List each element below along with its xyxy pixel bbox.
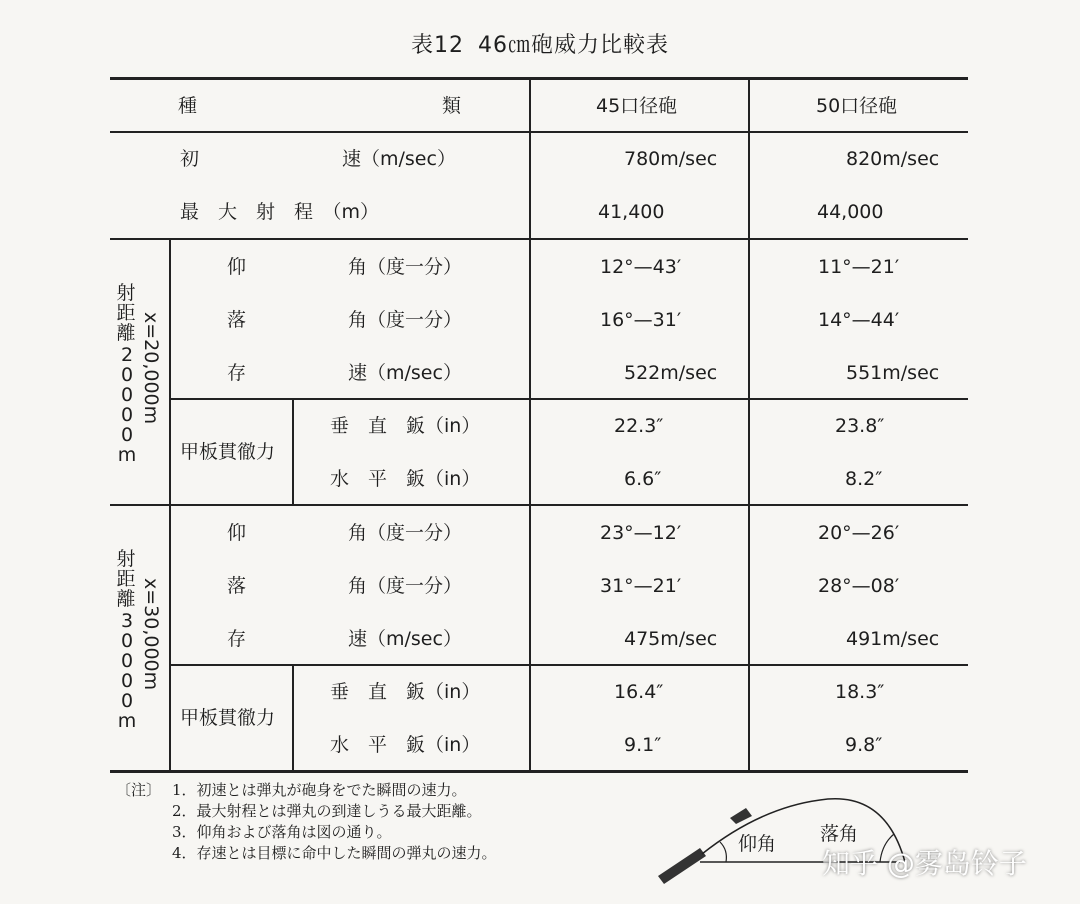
g1-horiz-plate-label: 水 平 鈑（in） [330, 468, 481, 490]
g2-rem-v50: 491m/sec [846, 628, 940, 650]
note-item: 2．最大射程とは弾丸の到達しうる最大距離。 [172, 802, 482, 820]
g2-vert-plate-v45: 16.4″ [614, 681, 664, 703]
group1-label-digits: 2 0 0 0 0 m [117, 344, 137, 466]
header-type-a: 種 [178, 95, 198, 117]
g2-elev-v50: 20°—26′ [818, 522, 900, 544]
rule-header [110, 131, 968, 133]
group2-label-kanji: 射 距 離 [116, 548, 136, 610]
row-range-v50: 44,000 [817, 201, 884, 223]
g1-fall-label-b: 角（度一分） [348, 309, 463, 331]
row-muzzle-label-a: 初 [180, 148, 200, 170]
g2-elev-label-b: 角（度一分） [348, 522, 463, 544]
group2-label-distance: x=30,000m [140, 578, 162, 691]
g1-vert-plate-v50: 23.8″ [835, 415, 885, 437]
g2-horiz-plate-v50: 9.8″ [845, 734, 883, 756]
g1-elev-v50: 11°—21′ [818, 256, 900, 278]
elevation-label: 仰角 [738, 833, 777, 855]
table-title [0, 28, 1080, 59]
g1-elev-v45: 12°—43′ [600, 256, 682, 278]
row-range-label: 最 大 射 程 （m） [180, 201, 380, 223]
g1-vert-plate-v45: 22.3″ [614, 415, 664, 437]
note-item: 4．存速とは目標に命中した瞬間の弾丸の速力。 [172, 844, 497, 862]
note-item: 1．初速とは弾丸が砲身をでた瞬間の速力。 [172, 781, 467, 799]
g2-fall-label-b: 角（度一分） [348, 575, 463, 597]
shell-icon [730, 808, 752, 824]
row-muzzle-v45: 780m/sec [624, 148, 718, 170]
g1-elev-label-b: 角（度一分） [348, 256, 463, 278]
g1-rem-label-a: 存 [227, 362, 247, 384]
g1-horiz-plate-v50: 8.2″ [845, 468, 883, 490]
gun-barrel-icon [658, 848, 706, 884]
g2-horiz-plate-label: 水 平 鈑（in） [330, 734, 481, 756]
g2-fall-label-a: 落 [227, 575, 247, 597]
header-col-45: 45口径砲 [596, 95, 678, 117]
g2-elev-v45: 23°—12′ [600, 522, 682, 544]
g1-rem-label-b: 速（m/sec） [348, 362, 462, 384]
rule-bottom [110, 770, 968, 773]
rule-top [110, 77, 968, 80]
g2-rem-v45: 475m/sec [624, 628, 718, 650]
group1-label-kanji: 射 距 離 [116, 282, 136, 344]
g1-armor-label: 甲板貫徹力 [180, 441, 276, 463]
col-divider-1 [529, 78, 531, 771]
fall-label: 落角 [820, 823, 859, 845]
notes-items [172, 780, 497, 864]
g2-vert-plate-v50: 18.3″ [835, 681, 885, 703]
group-label-divider [169, 238, 171, 771]
rule-group2-top [110, 504, 968, 506]
row-muzzle-label-b: 速（m/sec） [342, 148, 456, 170]
note-item: 3．仰角および落角は図の通り。 [172, 823, 392, 841]
g1-horiz-plate-v45: 6.6″ [624, 468, 662, 490]
table-number: 表12 [411, 33, 464, 58]
g1-rem-v45: 522m/sec [624, 362, 718, 384]
g2-fall-v50: 28°—08′ [818, 575, 900, 597]
group1-label-distance: x=20,000m [140, 312, 162, 425]
col-divider-2 [748, 78, 750, 771]
g1-fall-v45: 16°—31′ [600, 309, 682, 331]
g1-fall-label-a: 落 [227, 309, 247, 331]
armor2-divider [292, 664, 294, 771]
g2-armor-label: 甲板貫徹力 [180, 707, 276, 729]
watermark: 知乎 @雾岛铃子 [822, 847, 1027, 880]
table-caption: 46㎝砲威力比較表 [478, 33, 669, 58]
g1-vert-plate-label: 垂 直 鈑（in） [330, 415, 481, 437]
g2-horiz-plate-v45: 9.1″ [624, 734, 662, 756]
g1-rem-v50: 551m/sec [846, 362, 940, 384]
elevation-angle-arc [720, 842, 726, 862]
notes-label: 〔注〕 [116, 781, 162, 799]
rule-armor2-top [170, 664, 968, 666]
g1-fall-v50: 14°—44′ [818, 309, 900, 331]
header-type-b: 類 [442, 95, 462, 117]
g2-vert-plate-label: 垂 直 鈑（in） [330, 681, 481, 703]
g2-elev-label-a: 仰 [227, 522, 247, 544]
g2-fall-v45: 31°—21′ [600, 575, 682, 597]
g2-rem-label-b: 速（m/sec） [348, 628, 462, 650]
armor1-divider [292, 398, 294, 505]
rule-group1-top [110, 238, 968, 240]
g1-elev-label-a: 仰 [227, 256, 247, 278]
rule-armor1-top [170, 398, 968, 400]
header-col-50: 50口径砲 [816, 95, 898, 117]
row-range-v45: 41,400 [598, 201, 665, 223]
group2-label-digits: 3 0 0 0 0 m [117, 610, 137, 732]
g2-rem-label-a: 存 [227, 628, 247, 650]
row-muzzle-v50: 820m/sec [846, 148, 940, 170]
